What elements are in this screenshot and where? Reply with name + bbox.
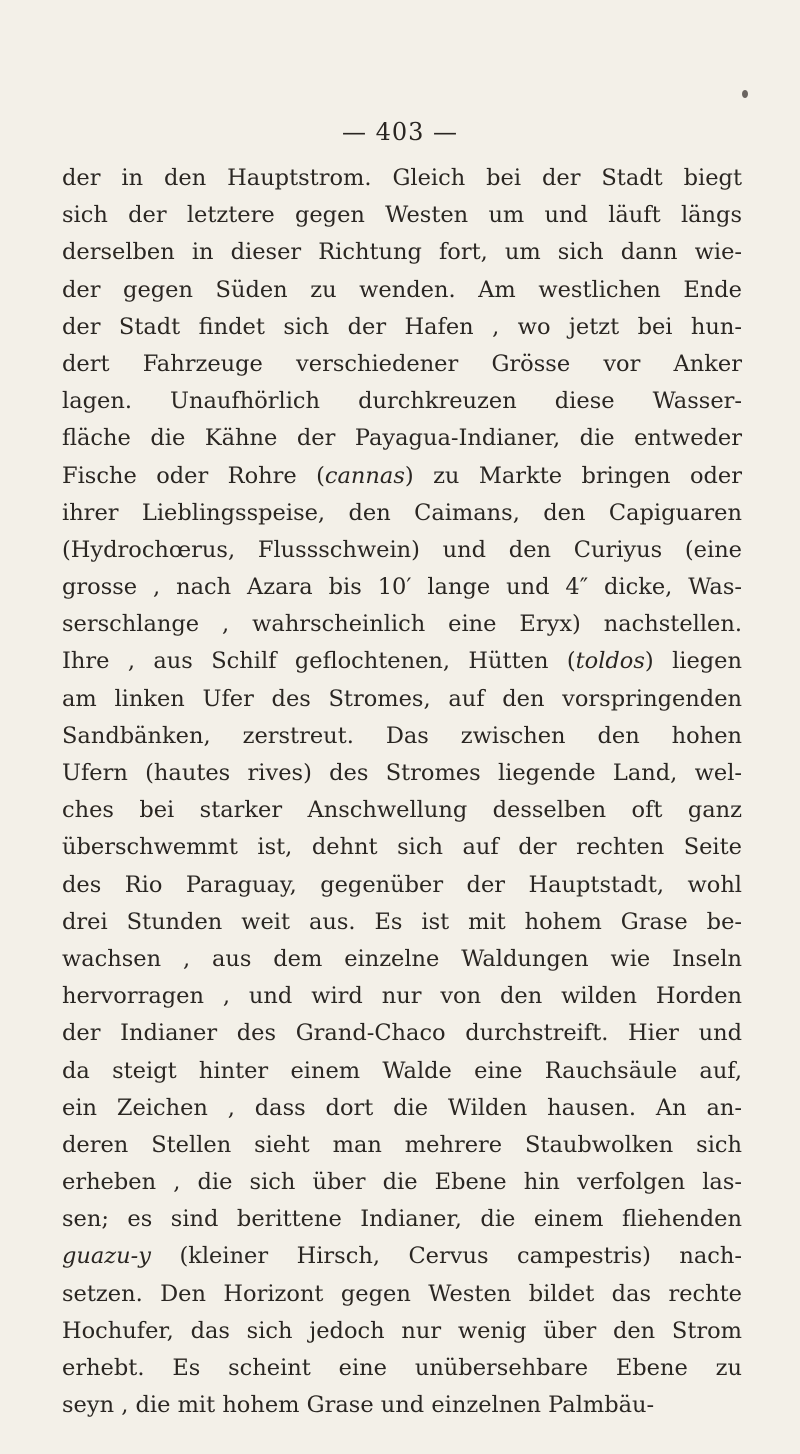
text-segment: setzen. Den Horizont gegen Westen bildet das rechte <box>62 1280 742 1307</box>
text-segment: hervorragen , und wird nur von den wilden Horden <box>62 983 742 1010</box>
text-segment: ihrer Lieblingsspeise, den Caimans, den Capiguaren <box>62 499 742 526</box>
text-segment: sen; es sind berittene Indianer, die einem fliehenden <box>62 1206 742 1233</box>
text-line <box>62 1053 742 1090</box>
text-line <box>62 792 742 829</box>
text-line <box>62 829 742 866</box>
text-segment: drei Stunden weit aus. Es ist mit hohem Grase be- <box>62 908 742 935</box>
text-segment: der gegen Süden zu wenden. Am westlichen Ende <box>62 276 742 303</box>
italic-term: toldos <box>575 648 645 675</box>
text-segment: ) liegen <box>644 648 742 675</box>
text-line <box>62 1015 742 1052</box>
body-text <box>62 160 742 1424</box>
text-segment: Fische oder Rohre ( <box>62 462 325 489</box>
text-line <box>62 904 742 941</box>
text-line <box>62 1090 742 1127</box>
text-line <box>62 1164 742 1201</box>
text-segment: ches bei starker Anschwellung desselben oft ganz <box>62 797 742 824</box>
text-segment: serschlange , wahrscheinlich eine Eryx) nachstellen. <box>62 611 742 638</box>
text-line <box>62 458 742 495</box>
text-line <box>62 755 742 792</box>
text-segment: da steigt hinter einem Walde eine Rauchsäule auf, <box>62 1057 742 1084</box>
text-segment: Hochufer, das sich jedoch nur wenig über den Strom <box>62 1317 742 1344</box>
text-segment: dert Fahrzeuge verschiedener Grösse vor Anker <box>62 350 742 377</box>
text-line <box>62 197 742 234</box>
text-segment: ein Zeichen , dass dort die Wilden hausen. An an- <box>62 1094 742 1121</box>
text-segment: Ufern (hautes rives) des Stromes liegende Land, wel- <box>62 760 742 786</box>
text-segment: erhebt. Es scheint eine unübersehbare Ebene zu <box>62 1355 742 1381</box>
text-segment: überschwemmt ist, dehnt sich auf der rechten Seite <box>62 834 742 861</box>
text-line <box>62 643 742 680</box>
text-line <box>62 1350 742 1387</box>
ink-speck <box>742 90 748 98</box>
text-segment: deren Stellen sieht man mehrere Staubwolken sich <box>62 1131 742 1158</box>
text-segment: Ihre , aus Schilf geflochtenen, Hütten ( <box>62 648 576 675</box>
text-line <box>62 383 742 420</box>
text-line <box>62 978 742 1015</box>
text-line <box>62 1127 742 1164</box>
italic-term: cannas <box>324 462 405 489</box>
text-line <box>62 941 742 978</box>
text-segment: erheben , die sich über die Ebene hin verfolgen las- <box>62 1169 742 1196</box>
text-segment: fläche die Kähne der Payagua-Indianer, die entweder <box>62 425 742 452</box>
text-line <box>62 272 742 309</box>
text-line <box>62 532 742 569</box>
text-segment: (Hydrochœrus, Flussschwein) und den Curiyus (eine <box>62 536 742 563</box>
text-segment: derselben in dieser Richtung fort, um sich dann wie- <box>62 239 742 266</box>
text-segment: des Rio Paraguay, gegenüber der Hauptstadt, wohl <box>62 871 742 898</box>
text-segment: der Stadt findet sich der Hafen , wo jetzt bei hun- <box>62 313 742 340</box>
text-line <box>62 420 742 457</box>
text-line <box>62 1201 742 1238</box>
text-line <box>62 1313 742 1350</box>
text-segment: sich der letztere gegen Westen um und läuft längs <box>62 202 742 229</box>
page-number: — 403 — <box>341 118 459 146</box>
text-line <box>62 1238 742 1275</box>
text-line <box>62 718 742 755</box>
text-line <box>62 1387 742 1424</box>
text-segment: ) zu Markte bringen oder <box>404 462 742 489</box>
text-segment: der in den Hauptstrom. Gleich bei der Stadt biegt <box>62 165 742 191</box>
text-line <box>62 160 742 197</box>
text-segment: grosse , nach Azara bis 10′ lange und 4″ dicke, Was- <box>62 574 742 601</box>
text-line <box>62 867 742 904</box>
text-line <box>62 346 742 383</box>
text-line <box>62 234 742 271</box>
text-segment: Sandbänken, zerstreut. Das zwischen den hohen <box>62 722 742 749</box>
text-line <box>62 569 742 606</box>
text-line <box>62 681 742 718</box>
text-line <box>62 495 742 532</box>
text-line <box>62 606 742 643</box>
text-line <box>62 1276 742 1313</box>
text-segment: am linken Ufer des Stromes, auf den vorspringenden <box>62 685 742 712</box>
text-line <box>62 309 742 346</box>
text-segment: (kleiner Hirsch, Cervus campestris) nach- <box>150 1243 742 1270</box>
text-segment: seyn , die mit hohem Grase und einzelnen Palmbäu- <box>62 1392 655 1419</box>
italic-term: guazu-y <box>62 1243 151 1270</box>
text-segment: lagen. Unaufhörlich durchkreuzen diese Wasser- <box>62 388 742 415</box>
text-segment: wachsen , aus dem einzelne Waldungen wie Inseln <box>62 945 742 972</box>
text-segment: der Indianer des Grand-Chaco durchstreift. Hier und <box>62 1020 742 1047</box>
